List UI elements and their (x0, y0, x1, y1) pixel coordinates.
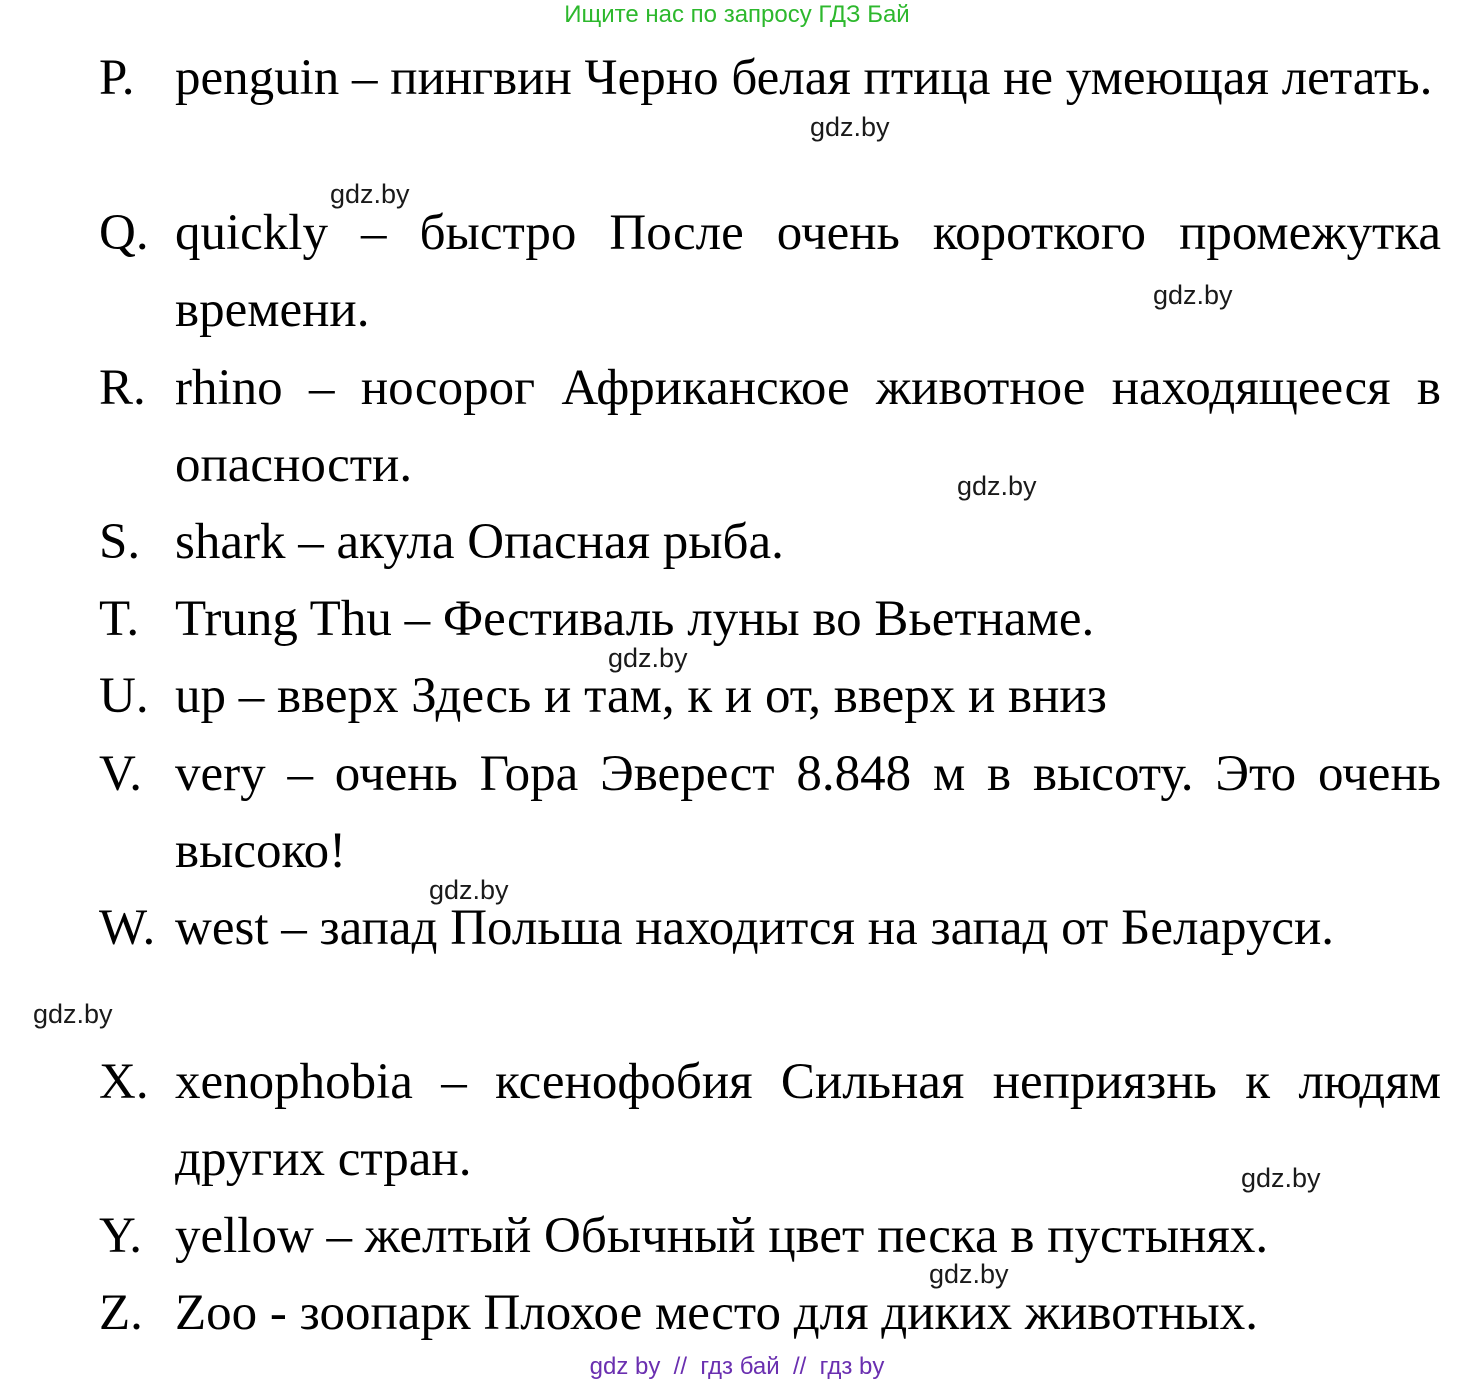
entry-letter: T. (99, 591, 140, 647)
watermark: gdz.by (957, 471, 1037, 501)
entry-text: rhino – носорог Африканское животное находящееся в опасности. (175, 360, 1441, 493)
entry-letter: V. (99, 746, 143, 802)
watermark: gdz.by (608, 643, 688, 673)
glossary-entry-w (99, 890, 1441, 967)
entry-text: yellow – желтый Обычный цвет песка в пустынях. (175, 1208, 1269, 1264)
glossary-entry-t (99, 581, 1441, 658)
entry-text: xenophobia – ксенофобия Сильная неприязнь к людям других стран. (175, 1054, 1441, 1187)
glossary-entry-z (99, 1275, 1441, 1352)
entry-text: Zoo - зоопарк Плохое место для диких животных. (175, 1285, 1259, 1341)
watermark: gdz.by (929, 1259, 1009, 1289)
glossary-entry-p (99, 40, 1441, 117)
entry-text: shark – акула Опасная рыба. (175, 514, 784, 570)
entry-letter: Z. (99, 1285, 143, 1341)
glossary-entry-v (99, 736, 1441, 890)
watermark: gdz.by (810, 112, 890, 142)
entry-text: west – запад Польша находится на запад от Беларуси. (175, 900, 1335, 956)
watermark: gdz.by (1241, 1163, 1321, 1193)
glossary-entry-s (99, 504, 1441, 581)
entry-text: penguin – пингвин Черно белая птица не умеющая летать. (175, 50, 1433, 106)
watermark: gdz.by (1153, 280, 1233, 310)
entry-text: very – очень Гора Эверест 8.848 м в высоту. Это очень высоко! (175, 746, 1441, 879)
entry-letter: U. (99, 668, 149, 724)
footer-watermark: gdz by // гдз бай // гдз by (589, 1353, 885, 1380)
entry-letter: S. (99, 514, 141, 570)
watermark: gdz.by (330, 179, 410, 209)
search-banner: Ищите нас по запросу ГДЗ Бай (564, 1, 910, 28)
glossary-entry-u (99, 658, 1441, 735)
watermark: gdz.by (33, 999, 113, 1029)
glossary-entry-q (99, 195, 1441, 349)
entry-letter: R. (99, 360, 146, 416)
entry-letter: P. (99, 50, 135, 106)
entry-text: up – вверх Здесь и там, к и от, вверх и вниз (175, 668, 1107, 724)
entry-letter: W. (99, 900, 156, 956)
watermark: gdz.by (429, 875, 509, 905)
glossary-entry-x (99, 1044, 1441, 1198)
entry-letter: Y. (99, 1208, 143, 1264)
entry-letter: X. (99, 1054, 149, 1110)
glossary-entry-r (99, 350, 1441, 504)
entry-letter: Q. (99, 205, 149, 261)
entry-text: Trung Thu – Фестиваль луны во Вьетнаме. (175, 591, 1095, 647)
glossary-entry-y (99, 1198, 1441, 1275)
entry-text: quickly – быстро После очень короткого промежутка времени. (175, 205, 1441, 338)
